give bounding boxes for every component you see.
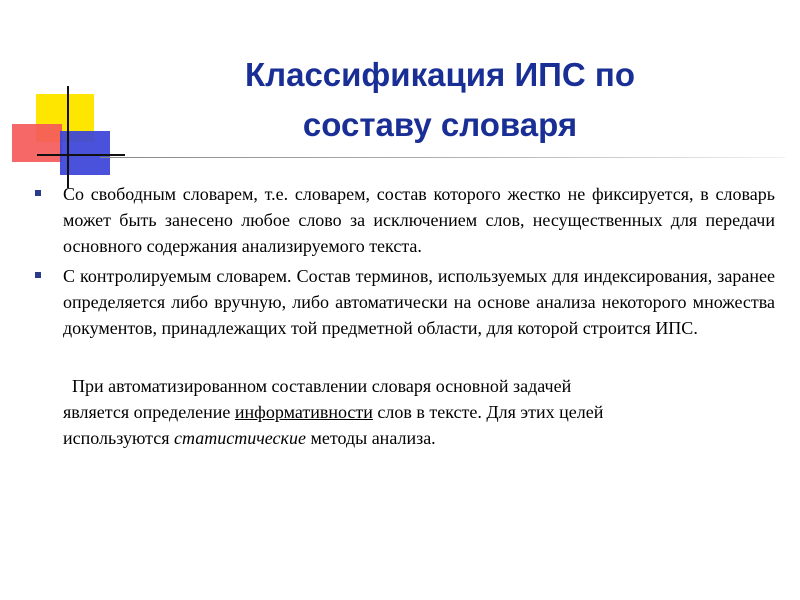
bullet-icon xyxy=(35,190,41,196)
horizontal-line xyxy=(37,154,125,156)
summary-paragraph xyxy=(30,373,775,451)
list-item-text: Со свободным словарем, т.е. словарем, состав которого жестко не фиксируется, в словарь может быть занесено любое слово за исключением слов, несущественных для передачи основного содержания анализируемого текста. xyxy=(63,184,775,256)
red-square xyxy=(12,124,62,162)
title-line-2: составу словаря xyxy=(302,106,578,143)
paragraph-line-2: является определение информативности слов в тексте. Для этих целей xyxy=(63,402,604,422)
page-title xyxy=(140,50,740,150)
underlined-term: информативности xyxy=(234,402,373,422)
content-body xyxy=(30,181,775,451)
title-rule xyxy=(100,157,785,158)
list-item xyxy=(30,181,775,259)
paragraph-line-1: При автоматизированном составлении словаря основной задачей xyxy=(72,376,572,396)
paragraph-line-3: используются статистические методы анализа. xyxy=(63,428,436,448)
bullet-icon xyxy=(35,272,41,278)
title-line-1: Классификация ИПС по xyxy=(244,56,635,93)
list-item xyxy=(30,263,775,341)
list-item-text: С контролируемым словарем. Состав терминов, используемых для индексирования, заранее определяется либо вручную, либо автоматически на основе анализа некоторого множества документов, принадлежащих той предметной области, для которой строится ИПС. xyxy=(63,266,775,338)
vertical-line xyxy=(67,86,69,188)
italic-term: статистические xyxy=(174,428,306,448)
